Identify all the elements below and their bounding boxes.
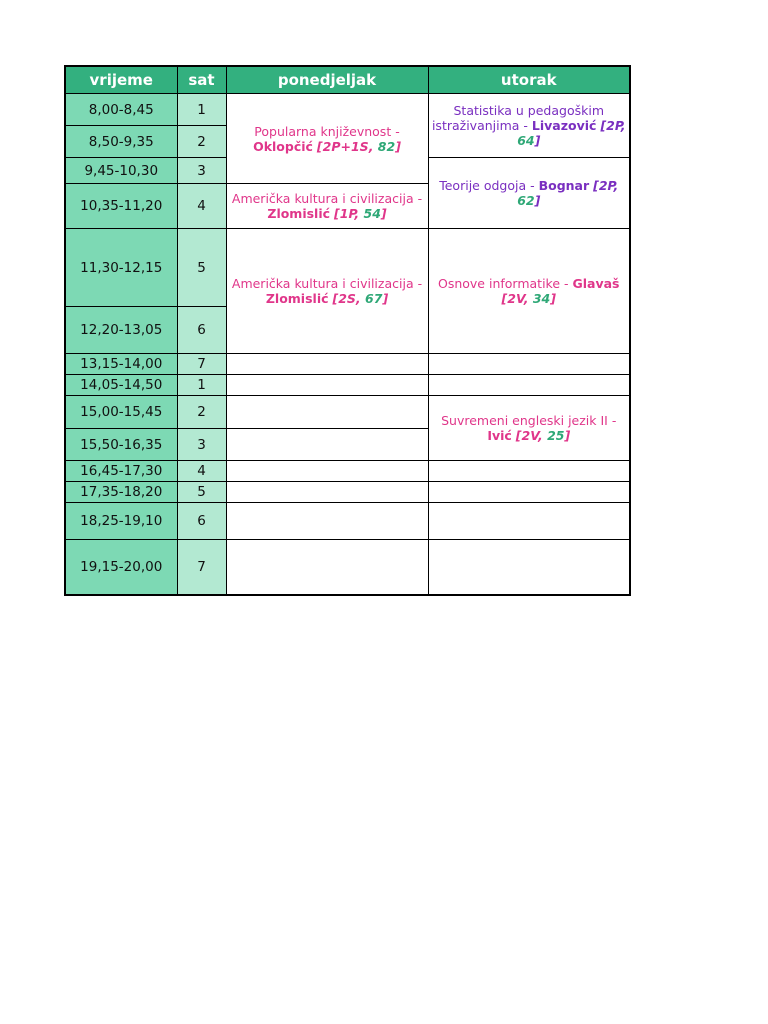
table-row [65,354,630,375]
teacher-name: Zlomislić [265,291,329,306]
class-cell: Osnove informatike - Glavaš [2V, 34] [428,229,630,354]
time-cell: 19,15-20,00 [65,540,177,595]
header-sat: sat [177,66,226,94]
sat-cell: 2 [177,396,226,429]
empty-cell [428,461,630,482]
course-name: Suvremeni engleski jezik II - [441,413,617,428]
empty-cell [226,461,428,482]
time-cell: 15,50-16,35 [65,429,177,461]
empty-cell [226,540,428,595]
empty-cell [428,482,630,503]
course-name: Osnove informatike - [437,276,573,291]
sat-cell: 7 [177,354,226,375]
empty-cell [226,396,428,429]
teacher-name: Glavaš [572,276,620,291]
empty-cell [428,375,630,396]
room-number: 54 [363,206,381,221]
time-cell: 18,25-19,10 [65,503,177,540]
group-code: 2P [598,178,614,193]
group-code: 1P [339,206,355,221]
class-cell: Američka kultura i civilizacija - Zlomislić [1P, 54] [226,184,428,229]
class-cell: Američka kultura i civilizacija - Zlomislić [2S, 67] [226,229,428,354]
course-name: Teorije odgoja - [439,178,539,193]
sat-cell: 4 [177,461,226,482]
empty-cell [428,503,630,540]
class-cell: Suvremeni engleski jezik II - Ivić [2V, 25] [428,396,630,461]
table-row [65,503,630,540]
time-cell: 15,00-15,45 [65,396,177,429]
sat-cell: 5 [177,482,226,503]
group-code: 2S [338,291,356,306]
time-cell: 11,30-12,15 [65,229,177,307]
empty-cell [226,482,428,503]
time-cell: 8,50-9,35 [65,126,177,158]
empty-cell [428,540,630,595]
course-name: Statistika u pedagoškim istraživanjima - [431,103,604,133]
header-tuesday: utorak [428,66,630,94]
sat-cell: 5 [177,229,226,307]
time-cell: 13,15-14,00 [65,354,177,375]
teacher-name: Zlomislić [267,206,331,221]
group-code: 2P [606,118,621,133]
room-number: 34 [532,291,551,306]
course-name: Američka kultura i civilizacija - [231,191,423,206]
class-cell: Statistika u pedagoškim istraživanjima - Livazović [2P, 64] [428,94,630,158]
empty-cell [226,375,428,396]
room-number: 82 [377,138,396,154]
header-monday: ponedjeljak [226,66,428,94]
table-row [65,482,630,503]
time-cell: 17,35-18,20 [65,482,177,503]
room-number: 64 [517,133,535,148]
table-row [65,229,630,307]
empty-cell [226,503,428,540]
sat-cell: 1 [177,94,226,126]
class-cell: Teorije odgoja - Bognar [2P, 62] [428,158,630,229]
empty-cell [226,354,428,375]
sat-cell: 3 [177,429,226,461]
sat-cell: 2 [177,126,226,158]
table-row [65,396,630,429]
schedule-table [64,65,631,596]
header-time: vrijeme [65,66,177,94]
time-cell: 8,00-8,45 [65,94,177,126]
time-cell: 16,45-17,30 [65,461,177,482]
table-row [65,461,630,482]
header-row [65,66,630,94]
sat-cell: 6 [177,503,226,540]
room-number: 25 [547,428,565,443]
sat-cell: 3 [177,158,226,184]
course-name: Američka kultura i civilizacija - [231,276,423,291]
group-code: 2P+1S [322,138,369,154]
empty-cell [226,429,428,461]
teacher-name: Ivić [487,428,512,443]
room-number: 62 [517,193,535,208]
group-code: 2V [521,428,538,443]
time-cell: 9,45-10,30 [65,158,177,184]
course-name: Popularna književnost - [254,123,400,139]
time-cell: 14,05-14,50 [65,375,177,396]
sat-cell: 6 [177,307,226,354]
sat-cell: 7 [177,540,226,595]
teacher-name: Bognar [538,178,590,193]
group-code: 2V [507,291,524,306]
sat-cell: 1 [177,375,226,396]
table-row [65,540,630,595]
time-cell: 10,35-11,20 [65,184,177,229]
class-cell: Popularna književnost - Oklopčić [2P+1S, 82] [226,94,428,184]
room-number: 67 [365,291,383,306]
empty-cell [428,354,630,375]
teacher-name: Livazović [531,118,597,133]
table-row [65,94,630,126]
time-cell: 12,20-13,05 [65,307,177,354]
teacher-name: Oklopčić [253,138,313,154]
table-row [65,375,630,396]
sat-cell: 4 [177,184,226,229]
